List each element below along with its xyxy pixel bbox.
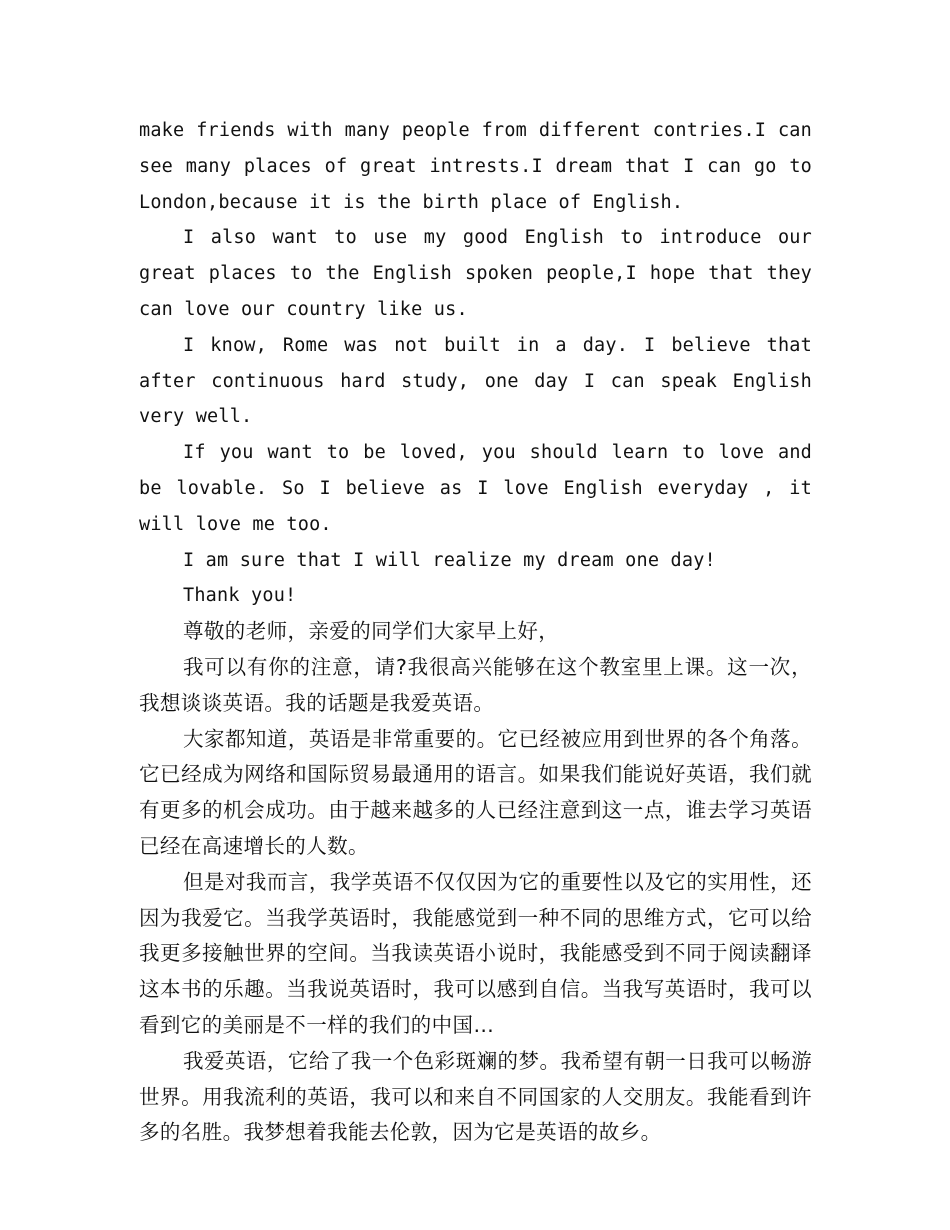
paragraph-english-4: If you want to be loved, you should learn to love and be lovable. So I believe as I love English everyday , it will love me too. (139, 442, 812, 535)
paragraph-english-5: I am sure that I will realize my dream one day! (183, 549, 716, 571)
paragraph-chinese-5: 我爱英语，它给了我一个色彩斑斓的梦。我希望有朝一日我可以畅游世界。用我流利的英语，我可以和来自不同国家的人交朋友。我能看到许多的名胜。我梦想着我能去伦敦，因为它是英语的故乡。 (139, 1048, 812, 1145)
document-page (139, 113, 812, 1151)
paragraph-chinese-4: 但是对我而言，我学英语不仅仅因为它的重要性以及它的实用性，还因为我爱它。当我学英语时，我能感觉到一种不同的思维方式，它可以给我更多接触世界的空间。当我读英语小说时，我能感受到不同于阅读翻译这本书的乐趣。当我说英语时，我可以感到自信。当我写英语时，我可以看到它的美丽是不一样的我们的中国… (139, 869, 812, 1037)
paragraph-chinese-2: 我可以有你的注意，请?我很高兴能够在这个教室里上课。这一次，我想谈谈英语。我的话题是我爱英语。 (139, 654, 812, 715)
paragraph-chinese-greeting: 尊敬的老师，亲爱的同学们大家早上好， (183, 619, 560, 644)
paragraph-english-2: I also want to use my good English to introduce our great places to the English spoken people,I hope that they can love our country like us. (139, 227, 812, 320)
paragraph-chinese-3: 大家都知道，英语是非常重要的。它已经被应用到世界的各个角落。它已经成为网络和国际贸易最通用的语言。如果我们能说好英语，我们就有更多的机会成功。由于越来越多的人已经注意到这一点，谁去学习英语已经在高速增长的人数。 (139, 726, 812, 858)
paragraph-english-3: I know, Rome was not built in a day. I believe that after continuous hard study, one day I can speak English very well. (139, 334, 812, 428)
paragraph-english-1: make friends with many people from different contries.I can see many places of great intrests.I dream that I can go to London,because it is the birth place of English. (139, 120, 812, 213)
paragraph-english-6: Thank you! (183, 585, 297, 607)
